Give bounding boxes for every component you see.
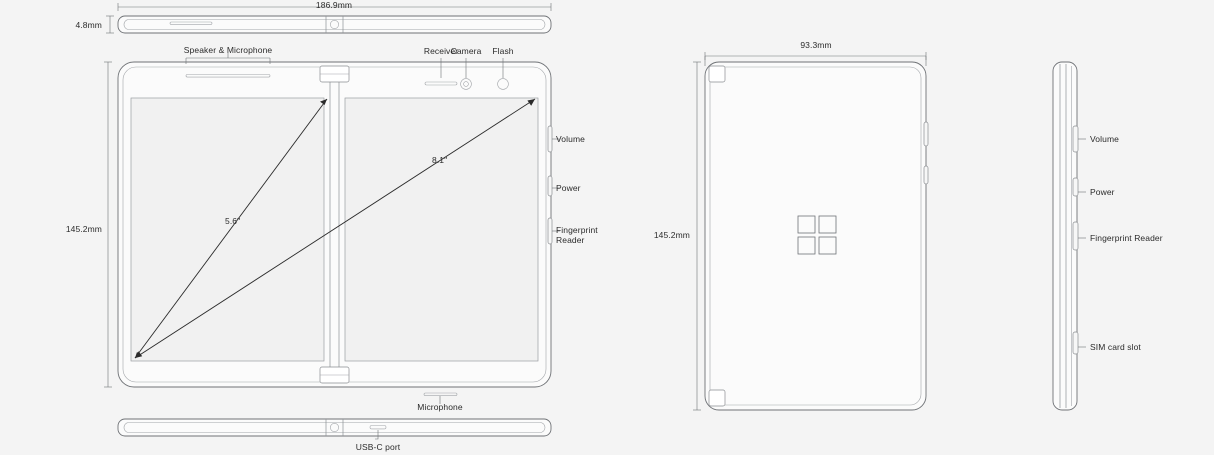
dimension-top-thickness — [106, 16, 114, 33]
label-front-power: Power — [556, 183, 581, 193]
label-side-power: Power — [1090, 187, 1115, 197]
label-receiver: Receiver — [423, 46, 459, 56]
label-side-volume: Volume — [1090, 134, 1119, 144]
label-camera: Camera — [450, 46, 482, 56]
label-back-width: 93.3mm — [800, 40, 832, 50]
label-front-height: 145.2mm — [65, 224, 102, 234]
dimension-back-height — [693, 62, 701, 410]
label-screen-combined: 8.1" — [432, 155, 448, 165]
label-top-thickness: 4.8mm — [75, 20, 102, 30]
bottom-edge-view — [118, 419, 551, 439]
label-side-fingerprint: Fingerprint Reader — [1090, 233, 1163, 243]
side-view — [1053, 62, 1086, 410]
label-back-height: 145.2mm — [653, 230, 690, 240]
label-top-width: 186.9mm — [315, 0, 353, 10]
dimension-front-height — [104, 62, 112, 387]
label-side-sim-card-slot: SIM card slot — [1090, 342, 1141, 352]
label-microphone: Microphone — [417, 402, 463, 412]
label-flash: Flash — [492, 46, 514, 56]
label-speaker-microphone: Speaker & Microphone — [183, 45, 273, 55]
label-screen-single: 5.6" — [225, 216, 241, 226]
top-edge-view — [118, 16, 551, 33]
label-front-volume: Volume — [556, 134, 585, 144]
back-view — [705, 62, 928, 410]
label-usb-c-port: USB-C port — [355, 442, 401, 452]
label-front-fingerprint-line2: Reader — [556, 235, 585, 245]
label-front-fingerprint-line1: Fingerprint — [556, 225, 598, 235]
